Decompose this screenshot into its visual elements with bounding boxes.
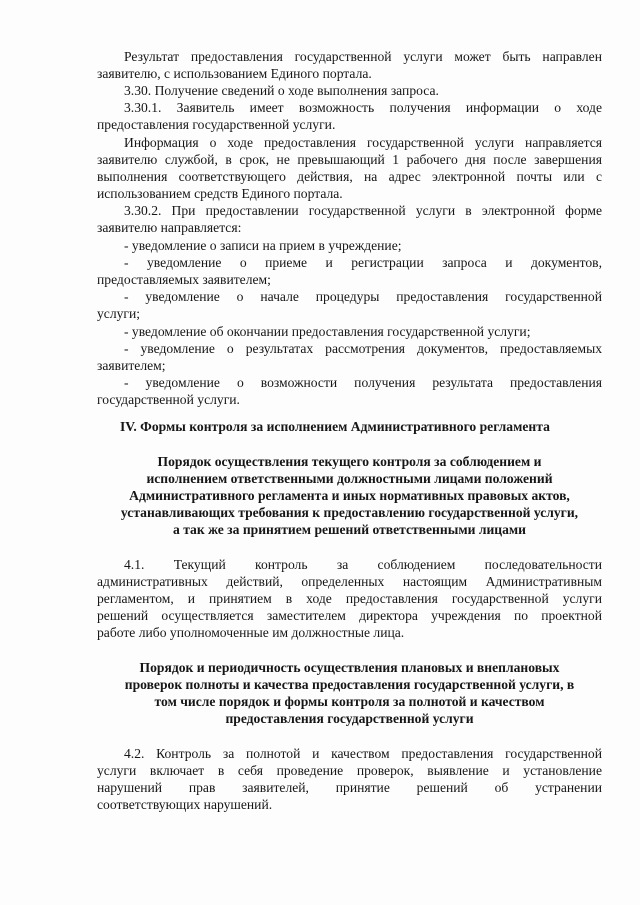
text-line: предоставления государственной услуги.: [97, 117, 336, 132]
text-line: Результат предоставления государственной услуги может быть направлен: [124, 49, 602, 64]
text-line: услуги включает в себя проведение проверок, выявление и установление: [97, 763, 602, 778]
list-item: - уведомление о записи на прием в учреждение;: [124, 238, 402, 253]
list-item-continuation: предоставляемых заявителем;: [97, 272, 271, 287]
text-line: 3.30.2. При предоставлении государственной услуги в электронной форме: [124, 203, 602, 218]
subheading-line: а так же за принятием решений ответственными лицами: [173, 522, 526, 537]
subheading-line: устанавливающих требования к предоставлению государственной услуги,: [120, 505, 579, 520]
subheading-line: исполнением ответственными должностными лицами положений: [146, 471, 553, 486]
list-item: - уведомление о возможности получения результата предоставления: [124, 375, 602, 390]
subheading-line: предоставления государственной услуги: [225, 711, 474, 726]
list-item-continuation: государственной услуги.: [97, 392, 240, 407]
text-line: решений осуществляется заместителем директора учреждения по проектной: [97, 608, 602, 623]
text-line: 3.30.1. Заявитель имеет возможность получения информации о ходе: [124, 100, 602, 115]
section-heading: IV. Формы контроля за исполнением Административного регламента: [120, 419, 550, 434]
text-line: заявителю, с использованием Единого портала.: [97, 66, 372, 81]
text-line: 4.1. Текущий контроль за соблюдением последовательности: [124, 557, 602, 572]
subheading-line: Административного регламента и иных нормативных правовых актов,: [129, 488, 570, 503]
text-line: заявителю направляется:: [97, 220, 242, 235]
list-item: - уведомление о начале процедуры предоставления государственной: [124, 289, 602, 304]
text-line: выполнения соответствующего действия, на адрес электронной почты или с: [97, 169, 602, 184]
text-line: регламентом, и принятием в ходе предоставления государственной услуги: [97, 591, 602, 606]
text-line: Информация о ходе предоставления государственной услуги направляется: [124, 135, 602, 150]
text-line: нарушений прав заявителей, принятие решений об устранении: [97, 780, 602, 795]
list-item-continuation: услуги;: [97, 306, 141, 321]
text-line: 4.2. Контроль за полнотой и качеством предоставления государственной: [124, 746, 602, 761]
list-item-continuation: заявителем;: [97, 358, 166, 373]
text-line: использованием средств Единого портала.: [97, 186, 343, 201]
text-line: соответствующих нарушений.: [97, 797, 273, 812]
subheading-line: том числе порядок и формы контроля за полнотой и качеством: [154, 694, 545, 709]
subheading-line: Порядок осуществления текущего контроля за соблюдением и: [157, 454, 542, 469]
list-item: - уведомление о результатах рассмотрения документов, предоставляемых: [124, 341, 602, 356]
text-line: 3.30. Получение сведений о ходе выполнения запроса.: [124, 83, 439, 98]
text-line: работе либо уполномоченные им должностные лица.: [97, 625, 405, 640]
subheading-line: Порядок и периодичность осуществления плановых и внеплановых: [139, 660, 560, 675]
subheading-line: проверок полноты и качества предоставления государственной услуги, в: [124, 677, 575, 692]
list-item: - уведомление об окончании предоставления государственной услуги;: [124, 324, 531, 339]
list-item: - уведомление о приеме и регистрации запроса и документов,: [124, 255, 602, 270]
text-line: административных действий, определенных настоящим Административным: [97, 574, 602, 589]
text-line: заявителю службой, в срок, не превышающий 1 рабочего дня после завершения: [97, 152, 602, 167]
